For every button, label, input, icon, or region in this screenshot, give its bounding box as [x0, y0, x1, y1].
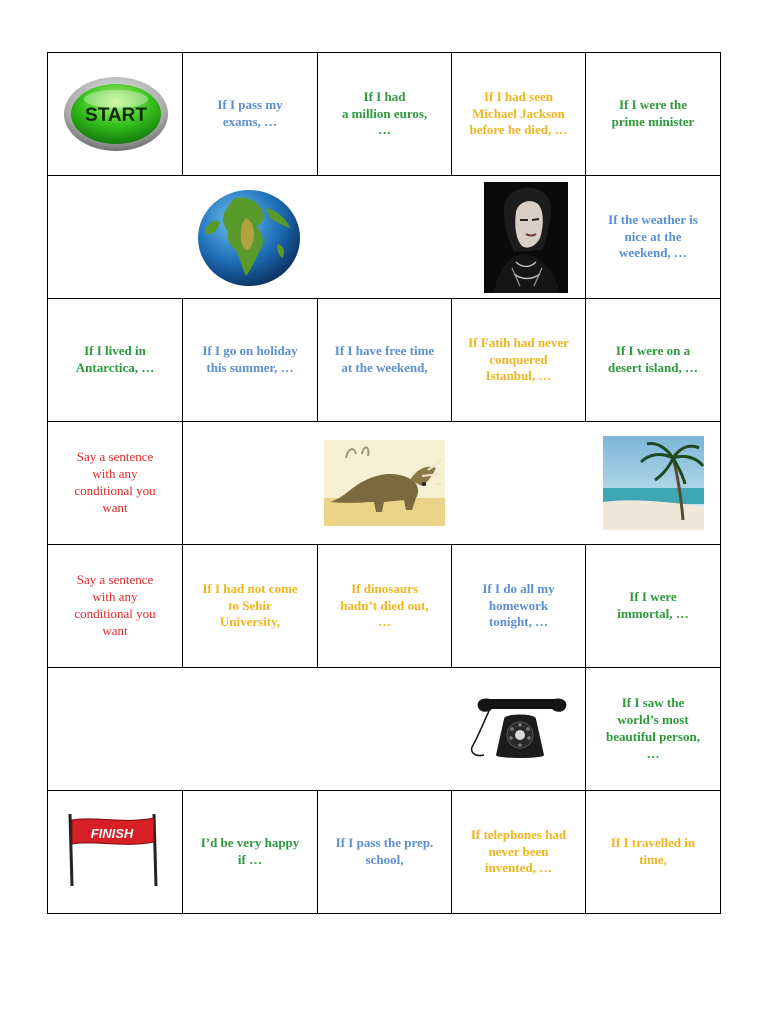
border-right [720, 52, 721, 914]
square-telephones [452, 791, 585, 913]
square-text: Say a sentence with any conditional you want [74, 449, 156, 515]
square-text: If I pass my exams, … [217, 97, 283, 129]
finish-label: FINISH [90, 826, 134, 841]
square-text: If I saw the world’s most beautiful person, … [606, 695, 700, 761]
square-text: If I had not come to Sehir University, [202, 580, 298, 630]
square-text: If the weather is nice at the weekend, … [608, 211, 698, 261]
square-antarctica [48, 299, 182, 421]
michael-jackson-photo [484, 182, 568, 293]
square-weather-nice [586, 176, 720, 298]
square-text: If I had seen Michael Jackson before he died, … [469, 88, 568, 138]
square-text: If I lived in Antarctica, … [75, 343, 155, 375]
square-text: If I go on holiday this summer, … [202, 343, 298, 375]
palm-beach-photo [603, 436, 704, 530]
square-prep-school [318, 791, 451, 913]
square-text: Say a sentence with any conditional you want [74, 572, 156, 638]
square-text: If I were on a desert island, … [608, 343, 698, 375]
square-text: If I were immortal, … [617, 589, 689, 621]
square-fatih-istanbul [452, 299, 585, 421]
square-very-happy [183, 791, 317, 913]
square-text: If I do all my homework tonight, … [482, 580, 555, 630]
square-text: If telephones had never been invented, … [470, 826, 567, 876]
square-dinosaurs [318, 545, 451, 667]
square-sehir-university [183, 545, 317, 667]
triceratops-icon [324, 440, 445, 526]
square-prime-minister [586, 53, 720, 175]
square-text: If I have free time at the weekend, [334, 343, 435, 375]
h-line [47, 913, 721, 914]
square-text: If I travelled in time, [610, 835, 696, 867]
square-text: If I pass the prep. school, [335, 835, 434, 867]
square-any-conditional [48, 422, 182, 544]
square-travel-time [586, 791, 720, 913]
globe-icon [196, 188, 302, 288]
square-michael-jackson [452, 53, 585, 175]
square-text: If I had a million euros, … [341, 88, 428, 138]
square-pass-exams [183, 53, 317, 175]
square-text: If dinosaurs hadn’t died out, … [340, 580, 429, 630]
finish-banner-icon [64, 810, 164, 896]
start-label: START [85, 105, 147, 126]
square-holiday-summer [183, 299, 317, 421]
v-line [182, 421, 183, 545]
square-desert-island [586, 299, 720, 421]
square-text: I’d be very happy if … [200, 835, 300, 867]
square-immortal [586, 545, 720, 667]
square-any-conditional-2 [48, 545, 182, 667]
square-beautiful-person [586, 668, 720, 790]
square-homework [452, 545, 585, 667]
square-text: If Fatih had never conquered Istanbul, … [468, 334, 569, 384]
square-text: If I were the prime minister [611, 97, 695, 129]
start-button-icon [63, 75, 169, 153]
square-million-euros [318, 53, 451, 175]
rotary-telephone-icon [468, 697, 572, 761]
square-free-time [318, 299, 451, 421]
